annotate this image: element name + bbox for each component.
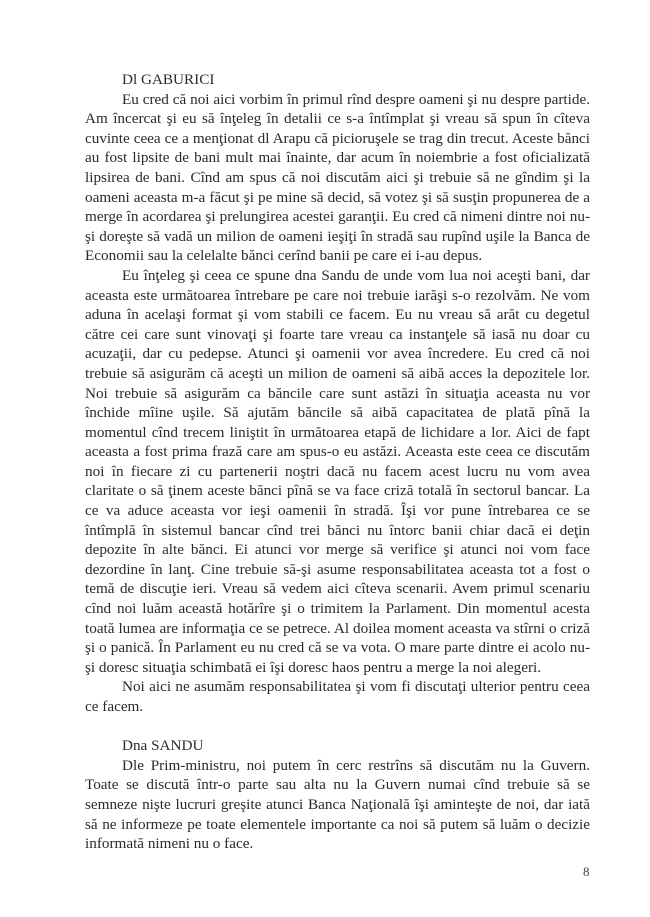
text-line: către cei care sunt vinovaţi şi foarte tare vreau ca instanţele să iasă nu doar cu	[85, 325, 590, 343]
text-line: Economii sau la celelalte bănci cerînd banii pe care ei i-au depus.	[85, 247, 483, 265]
text-line: cînd noi luăm această hotărîre şi o trimitem la Parlament. Din momentul acesta	[85, 600, 590, 618]
text-line: Am încercat şi eu să înţeleg în detalii ce s-a întîmplat şi vreau să spun în cîteva	[85, 110, 590, 128]
text-line: ce facem.	[85, 698, 144, 715]
text-line: momentul cînd trecem liniştit în următoarea etapă de lichidare a lor. Aici de fapt	[85, 423, 590, 441]
text-line: Noi aici ne asumăm responsabilitatea şi vom fi discutaţi ulterior pentru ceea	[122, 678, 590, 696]
text-line: aceasta a fost prima frază care am spus-o eu astăzi. Aceasta este ceea ce discutăm	[85, 443, 590, 461]
text-line: cuvinte ceea ce a menţionat dl Arapu că picioruşele se trag din trecut. Aceste bănci	[85, 129, 590, 147]
text-line: Noi trebuie să asigurăm ca băncile care sunt astăzi în situaţia aceasta nu vor	[85, 384, 590, 402]
text-line: informată nimeni nu o face.	[85, 835, 254, 853]
text-line: Eu cred că noi aici vorbim în primul rînd despre oameni şi nu despre partide.	[122, 90, 590, 108]
text-line: dezordine în lanţ. Cine trebuie să-şi asume responsabilitatea aceasta tot a fost o	[85, 560, 590, 578]
text-line: să ne informeze pe toate elementele importante ca noi să putem să luăm o decizie	[85, 815, 590, 833]
text-line: depozite în alte bănci. Ei atunci vor merge să verifice şi atunci noi vom face	[85, 541, 590, 559]
text-line: întîmplă în sistemul bancar cînd trei bănci nu întorc banii chiar dacă ei deţin	[85, 521, 590, 539]
text-line: Dle Prim-ministru, noi putem în cerc restrîns să discutăm nu la Guvern.	[122, 756, 590, 774]
text-line: Toate se discută într-o parte sau alta nu la Guvern numai cînd trebuie să se	[85, 776, 590, 794]
text-line: şi doresc situaţia schimbată ei îşi doresc haos pentru a merge la noi alegeri.	[85, 658, 542, 676]
text-line: şi o panică. În Parlament eu nu cred că se va vota. O mare parte dintre ei acolo nu-	[85, 639, 590, 657]
text-line: lipsirea de bani. Cînd am spus că noi discutăm aici şi trebuie să ne gîndim şi la	[85, 168, 590, 186]
text-line: trebuie să asigurăm că aceşti un milion de oameni să aibă acces la depozitele lor.	[85, 364, 590, 382]
text-line: merge în acordarea şi prelungirea acestei garanţii. Eu cred că nimeni dintre noi nu-	[85, 208, 590, 226]
text-line: au fost lipsite de bani mult mai înainte, dar acum în noiembrie a fost oficializată	[85, 149, 590, 167]
text-line: toată lumea are informaţia ce se petrece. Al doilea moment aceasta va stîrni o criză	[85, 619, 590, 637]
document-body	[85, 70, 590, 854]
text-line: aduna în acelaşi format şi vom stabili ce facem. Eu nu vreau să arăt cu degetul	[85, 306, 590, 324]
text-line: şi doreşte să vadă un milion de oameni ieşiţi în stradă sau rupînd uşile la Banca de	[85, 227, 590, 245]
speaker-name: Dna SANDU	[122, 737, 204, 755]
text-line: semneze nişte lucruri greşite atunci Banca Naţională îşi aminteşte de noi, dar iată	[85, 795, 590, 813]
text-line: claritate o să ţinem aceste bănci pînă se va face criză totală în sectorul bancar. La	[85, 482, 590, 500]
text-line: temă de discuţie ieri. Vreau să vedem aici cîteva scenarii. Avem primul scenariu	[85, 580, 590, 598]
text-line: aceasta este următoarea întrebare pe care noi trebuie iarăşi s-o rezolvăm. Ne vom	[85, 286, 590, 304]
text-line: ce va aduce aceasta vor ieşi oamenii în stradă. Îşi vor pune întrebarea ce se	[85, 502, 590, 520]
text-line: Eu înţeleg şi ceea ce spune dna Sandu de unde vom lua noi aceşti bani, dar	[122, 266, 590, 284]
speaker-name: Dl GABURICI	[122, 71, 215, 88]
text-line: acuzaţii, dar cu pedepse. Atunci şi oamenii vor avea încredere. Eu cred că noi	[85, 345, 590, 363]
page-number: 8	[583, 864, 590, 879]
section-gap	[85, 717, 590, 737]
text-line: oameni aceasta m-a făcut şi pe mine să decid, să votez şi să susţin propunerea de a	[85, 188, 590, 206]
text-line: închide mîine uşile. Să ajutăm băncile să aibă capacitatea de plată pînă la	[85, 404, 590, 422]
text-line: noi în fiecare zi cu partenerii noştri dacă nu facem acest lucru nu vom avea	[85, 462, 590, 480]
